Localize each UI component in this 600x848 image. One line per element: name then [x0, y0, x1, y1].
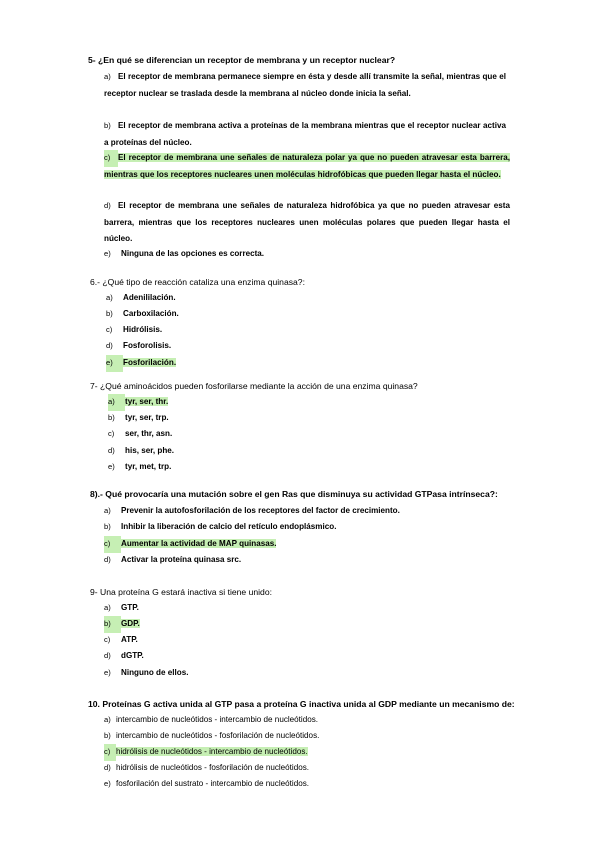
option-a[interactable]: [104, 712, 318, 729]
option-label: e): [104, 249, 111, 258]
option-label: c): [104, 744, 116, 761]
option-c[interactable]: [104, 632, 138, 649]
option-a[interactable]: [104, 69, 506, 102]
option-d[interactable]: [104, 552, 241, 569]
option-text: GTP.: [121, 603, 139, 612]
option-a[interactable]: [104, 503, 400, 520]
option-text: Ninguna de las opciones es correcta.: [121, 249, 265, 258]
option-label: c): [104, 150, 118, 167]
option-label: a): [108, 394, 125, 411]
option-text: Hidrólisis.: [123, 325, 163, 334]
option-label: c): [104, 536, 121, 553]
option-e[interactable]: [104, 776, 309, 793]
option-label: e): [106, 355, 123, 372]
option-b[interactable]: [104, 118, 506, 151]
option-label: d): [104, 555, 111, 564]
option-d[interactable]: [104, 648, 144, 665]
question-title: 7- ¿Qué aminoácidos pueden fosforilarse mediante la acción de una enzima quinasa?: [90, 381, 418, 391]
question-title: 9- Una proteína G estará inactiva si tiene unido:: [90, 587, 273, 597]
option-e[interactable]: [104, 665, 188, 682]
option-d[interactable]: [106, 338, 171, 355]
option-label: e): [104, 779, 111, 788]
option-label: b): [104, 731, 111, 740]
option-label: d): [106, 341, 113, 350]
option-c[interactable]: [104, 150, 510, 183]
option-text: Fosforolisis.: [123, 341, 172, 350]
option-a[interactable]: [106, 290, 176, 307]
option-text: Aumentar la actividad de MAP quinasas.: [121, 539, 277, 548]
option-text: dGTP.: [121, 651, 144, 660]
option-text: Inhibir la liberación de calcio del retículo endoplásmico.: [121, 522, 337, 531]
option-text: El receptor de membrana permanece siempre en ésta y desde allí transmite la señal, mientras que el receptor nuclear se traslada desde la membrana al núcleo donde inicia la señal.: [104, 72, 506, 98]
option-label: d): [108, 446, 115, 455]
option-b[interactable]: [104, 519, 336, 536]
option-label: b): [108, 413, 115, 422]
option-e[interactable]: [106, 355, 176, 372]
option-text: tyr, met, trp.: [125, 462, 172, 471]
option-label: d): [104, 763, 111, 772]
option-label: c): [106, 325, 113, 334]
option-e[interactable]: [104, 246, 264, 263]
option-text: hidrólisis de nucleótidos - intercambio de nucleótidos.: [116, 747, 308, 756]
option-c[interactable]: [108, 426, 172, 443]
option-d[interactable]: [104, 760, 309, 777]
option-text: Ninguno de ellos.: [121, 668, 189, 677]
option-d[interactable]: [104, 198, 510, 248]
option-text: hidrólisis de nucleótidos - fosforilación de nucleótidos.: [116, 763, 310, 772]
option-b[interactable]: [108, 410, 169, 427]
option-text: his, ser, phe.: [125, 446, 175, 455]
option-label: b): [104, 522, 111, 531]
question-title: 6.- ¿Qué tipo de reacción cataliza una enzima quinasa?:: [90, 277, 305, 287]
option-label: a): [104, 72, 111, 81]
option-text: El receptor de membrana une señales de naturaleza polar ya que no pueden atravesar esta barrera, mientras que los receptores nucleares unen moléculas hidrofóbicas que pueden llegar hasta el núcleo.: [104, 153, 510, 179]
question-title: 10. Proteínas G activa unida al GTP pasa a proteína G inactiva unida al GDP mediante un mecanismo de:: [88, 699, 515, 709]
option-label: a): [104, 715, 111, 724]
option-text: ATP.: [121, 635, 138, 644]
option-text: Adenililación.: [123, 293, 176, 302]
option-b[interactable]: [106, 306, 179, 323]
option-text: intercambio de nucleótidos - fosforilación de nucleótidos.: [116, 731, 320, 740]
option-text: El receptor de membrana activa a proteínas de la membrana mientras que el receptor nuclear activa a proteínas del núcleo.: [104, 121, 506, 147]
option-text: tyr, ser, thr.: [125, 397, 169, 406]
option-text: Prevenir la autofosforilación de los receptores del factor de crecimiento.: [121, 506, 400, 515]
option-label: b): [104, 616, 121, 633]
option-label: e): [108, 462, 115, 471]
option-label: a): [104, 506, 111, 515]
option-c[interactable]: [106, 322, 162, 339]
option-text: fosforilación del sustrato - intercambio de nucleótidos.: [116, 779, 310, 788]
option-text: El receptor de membrana une señales de naturaleza hidrofóbica ya que no pueden atravesar esta barrera, mientras que los receptores nucleares unen moléculas polares que pueden llegar hasta el núcleo.: [104, 201, 510, 243]
question-title: 8).- Qué provocaría una mutación sobre el gen Ras que disminuya su actividad GTPasa intrínseca?:: [90, 489, 498, 499]
option-text: Activar la proteína quinasa src.: [121, 555, 242, 564]
option-c[interactable]: [104, 536, 276, 553]
option-text: tyr, ser, trp.: [125, 413, 169, 422]
option-label: b): [106, 309, 113, 318]
option-label: b): [104, 121, 111, 130]
option-b[interactable]: [104, 616, 140, 633]
option-label: a): [104, 603, 111, 612]
option-text: ser, thr, asn.: [125, 429, 173, 438]
option-label: c): [104, 635, 111, 644]
option-label: d): [104, 651, 111, 660]
option-text: Carboxilación.: [123, 309, 179, 318]
question-title: 5- ¿En qué se diferencian un receptor de membrana y un receptor nuclear?: [88, 55, 396, 65]
option-label: e): [104, 668, 111, 677]
option-a[interactable]: [104, 600, 139, 617]
option-text: GDP.: [121, 619, 140, 628]
option-e[interactable]: [108, 459, 171, 476]
option-d[interactable]: [108, 443, 174, 460]
option-text: intercambio de nucleótidos - intercambio de nucleótidos.: [116, 715, 319, 724]
option-text: Fosforilación.: [123, 358, 177, 367]
option-b[interactable]: [104, 728, 319, 745]
option-a[interactable]: [108, 394, 168, 411]
option-label: c): [108, 429, 115, 438]
option-label: a): [106, 293, 113, 302]
option-c[interactable]: [104, 744, 308, 761]
option-label: d): [104, 201, 111, 210]
